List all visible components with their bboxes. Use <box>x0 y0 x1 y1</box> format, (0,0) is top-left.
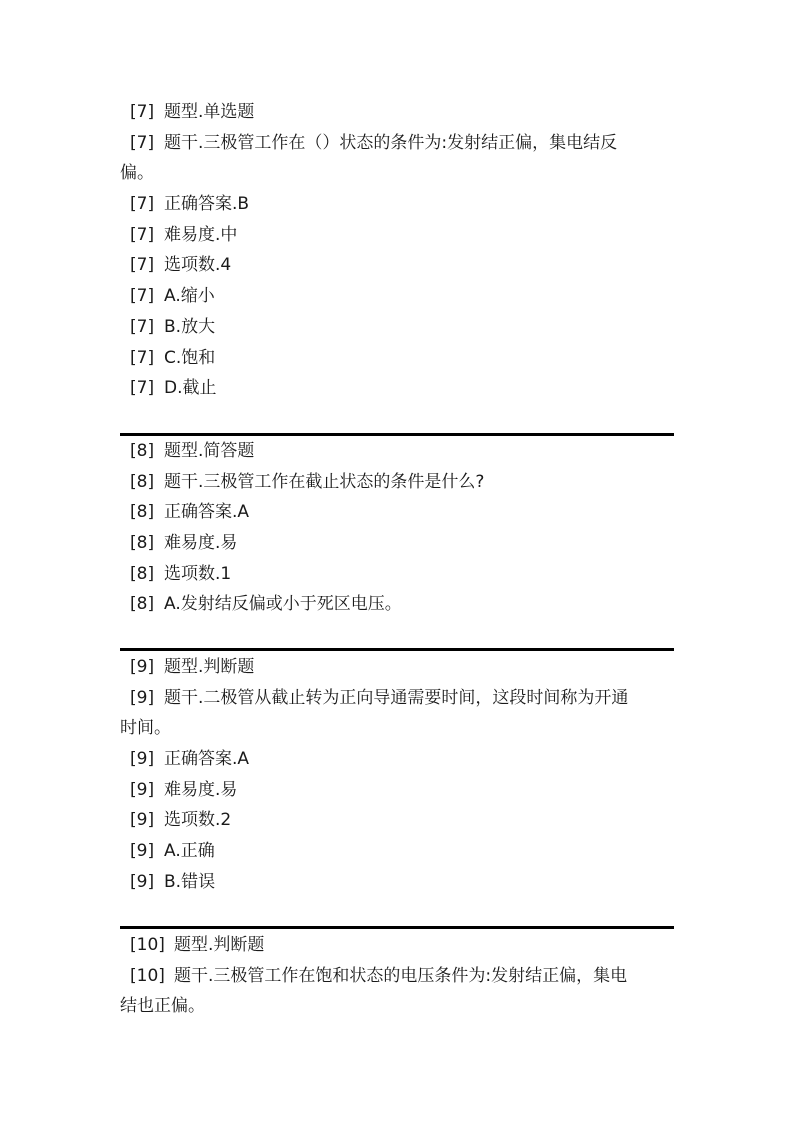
question-stem-row <box>120 128 674 189</box>
question-tag: [8] <box>130 441 155 461</box>
question-stem-row <box>120 961 674 1022</box>
question-tag: [9] <box>130 841 155 862</box>
question-stem-continuation: 时间。 <box>120 718 171 739</box>
question-tag: [7] <box>130 316 155 337</box>
question-tag: [9] <box>130 810 155 831</box>
option-text: C.饱和 <box>164 347 216 368</box>
option-count: 选项数.4 <box>164 255 232 276</box>
difficulty: 难易度.中 <box>164 224 238 245</box>
correct-answer: 正确答案.B <box>164 194 250 215</box>
question-stem: 题干.三极管工作在（）状态的条件为:发射结正偏，集电结反 <box>164 132 618 153</box>
question-tag: [7] <box>130 347 155 368</box>
option-row <box>120 343 674 374</box>
correct-answer: 正确答案.A <box>164 502 250 523</box>
question-tag: [7] <box>130 194 155 215</box>
question-tag: [8] <box>130 533 155 554</box>
difficulty: 难易度.易 <box>164 533 238 554</box>
question-10 <box>120 930 674 1022</box>
option-text: A.正确 <box>164 841 215 862</box>
option-count-row <box>120 250 674 281</box>
question-divider <box>120 926 674 929</box>
question-tag: [7] <box>130 224 155 245</box>
question-stem-continuation: 偏。 <box>120 163 154 184</box>
question-type: 题型.简答题 <box>164 441 255 461</box>
question-stem: 题干.三极管工作在截止状态的条件是什么? <box>164 471 485 492</box>
question-type: 题型.单选题 <box>164 102 255 122</box>
question-tag: [7] <box>130 255 155 276</box>
question-tag: [8] <box>130 594 155 615</box>
option-row <box>120 373 674 404</box>
option-text: B.放大 <box>164 316 216 337</box>
question-tag: [8] <box>130 563 155 584</box>
question-tag: [7] <box>130 286 155 307</box>
question-tag: [9] <box>130 687 155 708</box>
question-tag: [7] <box>130 102 155 122</box>
question-tag: [9] <box>130 779 155 800</box>
question-type-row <box>120 652 674 683</box>
question-type: 题型.判断题 <box>164 657 255 677</box>
question-type-row <box>120 436 674 467</box>
option-row <box>120 312 674 343</box>
question-tag: [9] <box>130 871 155 892</box>
question-type: 题型.判断题 <box>174 935 265 955</box>
option-text: B.错误 <box>164 871 216 892</box>
difficulty: 难易度.易 <box>164 779 238 800</box>
question-tag: [8] <box>130 471 155 492</box>
question-tag: [9] <box>130 657 155 677</box>
question-9 <box>120 652 674 898</box>
question-tag: [10] <box>130 965 165 986</box>
option-text: A.发射结反偏或小于死区电压。 <box>164 594 402 615</box>
difficulty-row <box>120 528 674 559</box>
question-divider <box>120 648 674 651</box>
difficulty-row <box>120 775 674 806</box>
question-type-row <box>120 97 674 128</box>
answer-row <box>120 189 674 220</box>
question-type-row <box>120 930 674 961</box>
question-tag: [9] <box>130 749 155 770</box>
question-8 <box>120 436 674 620</box>
answer-row <box>120 497 674 528</box>
question-7 <box>120 97 674 404</box>
option-text: D.截止 <box>164 378 217 399</box>
option-count: 选项数.1 <box>164 563 232 584</box>
difficulty-row <box>120 220 674 251</box>
option-count-row <box>120 559 674 590</box>
question-tag: [10] <box>130 935 165 955</box>
question-stem: 题干.二极管从截止转为正向导通需要时间，这段时间称为开通 <box>164 687 629 708</box>
question-stem: 题干.三极管工作在饱和状态的电压条件为:发射结正偏，集电 <box>174 965 628 986</box>
answer-row <box>120 744 674 775</box>
question-stem-row <box>120 467 674 498</box>
question-tag: [7] <box>130 378 155 399</box>
question-stem-continuation: 结也正偏。 <box>120 996 205 1017</box>
option-count: 选项数.2 <box>164 810 232 831</box>
option-row <box>120 867 674 898</box>
question-tag: [8] <box>130 502 155 523</box>
correct-answer: 正确答案.A <box>164 749 250 770</box>
option-row <box>120 836 674 867</box>
question-tag: [7] <box>130 132 155 153</box>
option-row <box>120 281 674 312</box>
option-row <box>120 589 674 620</box>
question-stem-row <box>120 683 674 744</box>
option-text: A.缩小 <box>164 286 215 307</box>
option-count-row <box>120 805 674 836</box>
